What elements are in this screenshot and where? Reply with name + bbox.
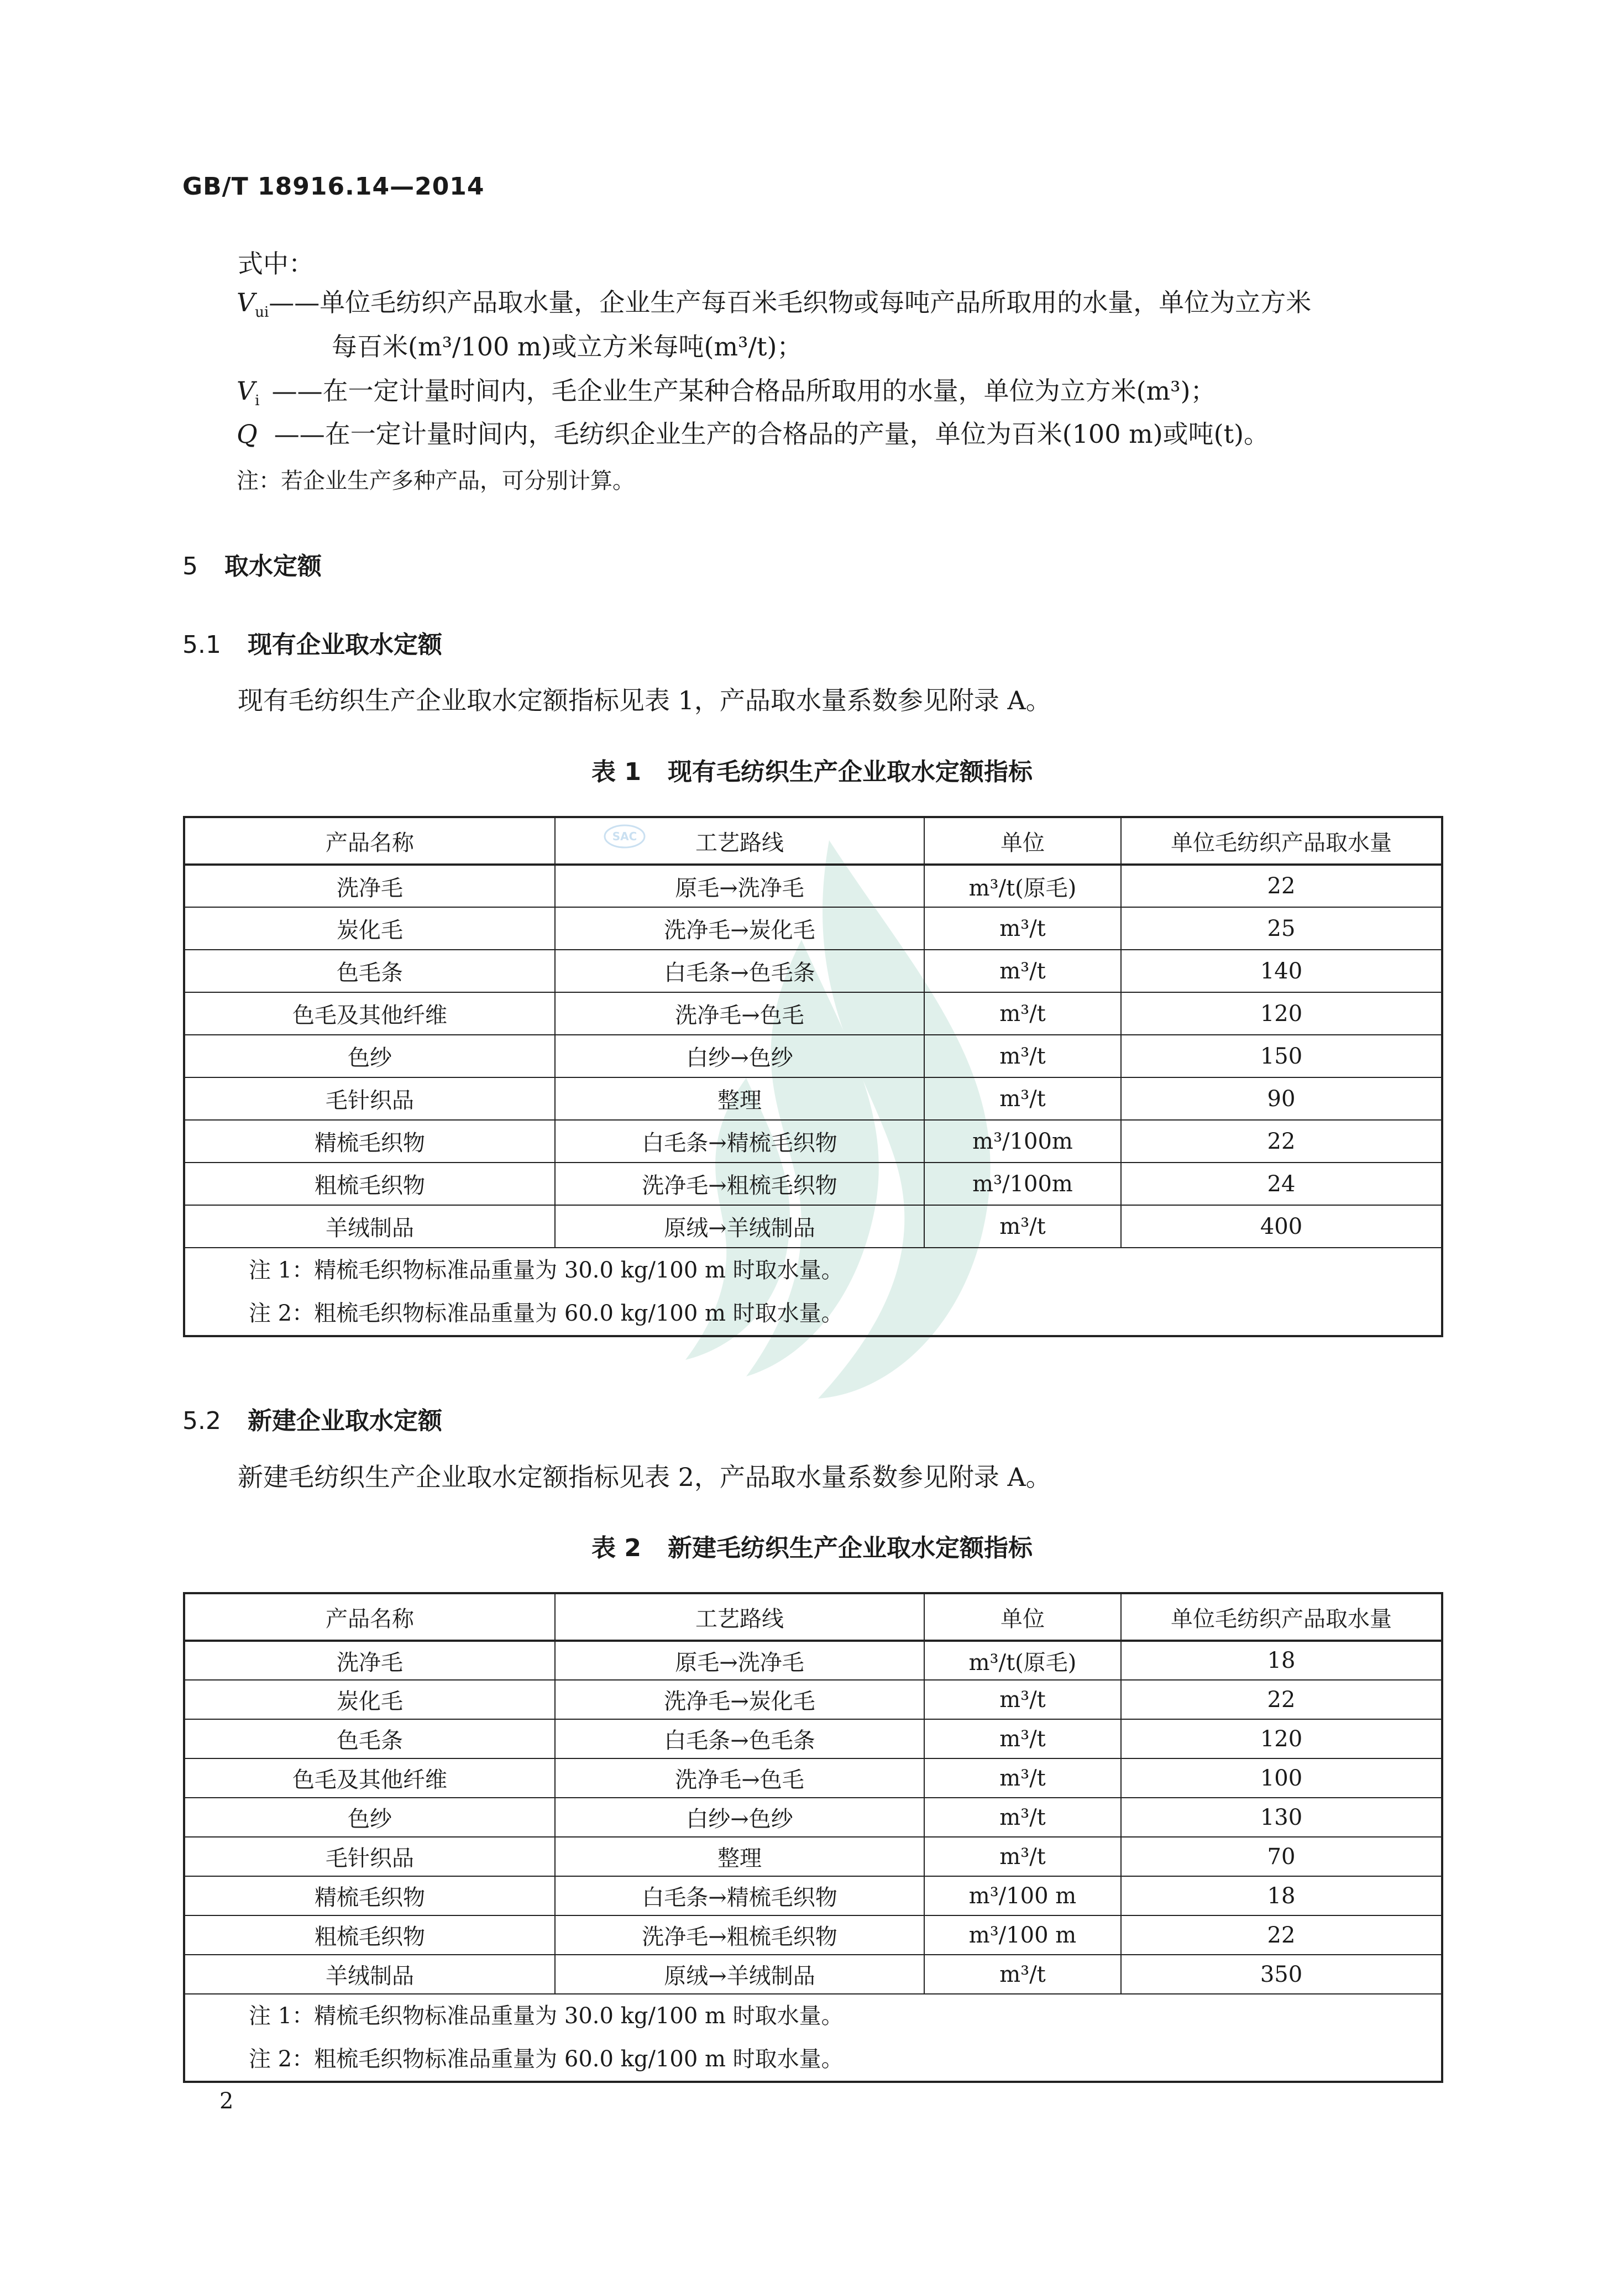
caption-number: 表 1 xyxy=(591,758,641,786)
table-cell: 洗净毛→炭化毛 xyxy=(555,907,924,950)
table-cell: 羊绒制品 xyxy=(184,1955,555,1994)
table-cell: m³/t xyxy=(924,1719,1121,1758)
table-cell: 350 xyxy=(1121,1955,1442,1994)
header-cell: 单位毛纺织产品取水量 xyxy=(1121,817,1442,865)
table-cell: 色毛条 xyxy=(184,1719,555,1758)
table-row xyxy=(184,1641,1442,1680)
legend-item-q xyxy=(237,419,1269,449)
table-cell: 原绒→羊绒制品 xyxy=(555,1955,924,1994)
table-cell: 22 xyxy=(1121,865,1442,907)
table-cell: 洗净毛 xyxy=(184,1641,555,1680)
table-cell: m³/100 m xyxy=(924,1915,1121,1955)
table-row xyxy=(184,1837,1442,1876)
table-cell: m³/t xyxy=(924,950,1121,992)
table-cell: 70 xyxy=(1121,1837,1442,1876)
table-cell: 白毛条→精梳毛织物 xyxy=(555,1876,924,1915)
section-number: 5 xyxy=(182,552,198,580)
table-row xyxy=(184,1758,1442,1798)
legend-item-vui xyxy=(237,287,1311,321)
table-cell: 毛针织品 xyxy=(184,1837,555,1876)
section-title: 现有企业取水定额 xyxy=(247,631,442,659)
table-note: 注 1：精梳毛织物标准品重量为 30.0 kg/100 m 时取水量。 xyxy=(249,2003,844,2029)
legend-item-vui-cont: 每百米(m³/100 m)或立方米每吨(m³/t)； xyxy=(332,332,803,362)
table-cell: 粗梳毛织物 xyxy=(184,1163,555,1205)
table-cell: 炭化毛 xyxy=(184,907,555,950)
table-cell: 白毛条→精梳毛织物 xyxy=(555,1120,924,1163)
table-cell: 洗净毛→色毛 xyxy=(555,1758,924,1798)
standard-code: GB/T 18916.14—2014 xyxy=(182,172,485,201)
section-title: 取水定额 xyxy=(224,552,322,580)
legend-desc: ——在一定计量时间内，毛纺织企业生产的合格品的产量，单位为百米(100 m)或吨(t)。 xyxy=(274,419,1270,449)
table-cell: 120 xyxy=(1121,1719,1442,1758)
table-cell: 原绒→羊绒制品 xyxy=(555,1205,924,1248)
page-number: 2 xyxy=(219,2088,234,2114)
table-cell: 白纱→色纱 xyxy=(555,1035,924,1077)
table-cell: 18 xyxy=(1121,1876,1442,1915)
table-cell: 24 xyxy=(1121,1163,1442,1205)
table-cell: m³/t xyxy=(924,1077,1121,1120)
table-cell: 原毛→洗净毛 xyxy=(555,865,924,907)
table-row xyxy=(184,1205,1442,1248)
table-row xyxy=(184,865,1442,907)
header-cell: 单位毛纺织产品取水量 xyxy=(1121,1593,1442,1641)
table-header-row xyxy=(184,1593,1442,1641)
header-cell: 单位 xyxy=(924,817,1121,865)
table-notes-row xyxy=(184,1248,1442,1336)
table-cell: 整理 xyxy=(555,1837,924,1876)
table-cell: 洗净毛→炭化毛 xyxy=(555,1680,924,1719)
table-row xyxy=(184,1035,1442,1077)
table-notes-cell xyxy=(184,1248,1442,1336)
sac-logo-text: SAC xyxy=(612,830,637,843)
table-row xyxy=(184,1077,1442,1120)
table-cell: 白毛条→色毛条 xyxy=(555,1719,924,1758)
table-row xyxy=(184,1876,1442,1915)
table-cell: 洗净毛→粗梳毛织物 xyxy=(555,1163,924,1205)
table-cell: 22 xyxy=(1121,1915,1442,1955)
section-number: 5.2 xyxy=(182,1407,221,1435)
table-1 xyxy=(183,816,1443,1337)
table-cell: 精梳毛织物 xyxy=(184,1120,555,1163)
caption-title: 现有毛纺织生产企业取水定额指标 xyxy=(667,758,1033,786)
legend-note: 注：若企业生产多种产品，可分别计算。 xyxy=(237,468,635,494)
table-2 xyxy=(183,1592,1443,2083)
formula-intro: 式中： xyxy=(238,249,314,279)
table-row xyxy=(184,1955,1442,1994)
section-5-1-heading xyxy=(182,625,442,660)
table-cell: 粗梳毛织物 xyxy=(184,1915,555,1955)
table-cell: m³/t xyxy=(924,1035,1121,1077)
table-notes-cell xyxy=(184,1994,1442,2082)
table-cell: 120 xyxy=(1121,992,1442,1035)
section-5-2-body: 新建毛纺织生产企业取水定额指标见表 2，产品取水量系数参见附录 A。 xyxy=(238,1462,1051,1492)
table-row xyxy=(184,1163,1442,1205)
table-cell: 白纱→色纱 xyxy=(555,1798,924,1837)
table-cell: 140 xyxy=(1121,950,1442,992)
table-cell: m³/100m xyxy=(924,1163,1121,1205)
table-cell: m³/t(原毛) xyxy=(924,865,1121,907)
table-cell: m³/100 m xyxy=(924,1876,1121,1915)
header-cell: 产品名称 xyxy=(184,1593,555,1641)
table-cell: 22 xyxy=(1121,1680,1442,1719)
header-cell: 单位 xyxy=(924,1593,1121,1641)
legend-symbol: V xyxy=(237,376,255,406)
legend-subscript: ui xyxy=(255,304,269,321)
table-row xyxy=(184,1680,1442,1719)
table-cell: m³/t xyxy=(924,1837,1121,1876)
legend-item-vi xyxy=(237,376,1216,410)
table-cell: 18 xyxy=(1121,1641,1442,1680)
table-note: 注 1：精梳毛织物标准品重量为 30.0 kg/100 m 时取水量。 xyxy=(249,1257,844,1283)
table-cell: m³/t(原毛) xyxy=(924,1641,1121,1680)
table-cell: 原毛→洗净毛 xyxy=(555,1641,924,1680)
caption-title: 新建毛纺织生产企业取水定额指标 xyxy=(667,1534,1033,1562)
table-cell: 白毛条→色毛条 xyxy=(555,950,924,992)
table-row xyxy=(184,1915,1442,1955)
table-cell: 22 xyxy=(1121,1120,1442,1163)
table-note: 注 2：粗梳毛织物标准品重量为 60.0 kg/100 m 时取水量。 xyxy=(249,2046,844,2072)
table-cell: m³/t xyxy=(924,907,1121,950)
legend-symbol: V xyxy=(237,287,255,317)
table-note: 注 2：粗梳毛织物标准品重量为 60.0 kg/100 m 时取水量。 xyxy=(249,1300,844,1326)
table-cell: 25 xyxy=(1121,907,1442,950)
legend-symbol: Q xyxy=(237,419,258,449)
table-row xyxy=(184,1719,1442,1758)
table-cell: 色毛条 xyxy=(184,950,555,992)
table-notes-row xyxy=(184,1994,1442,2082)
table-cell: 洗净毛→色毛 xyxy=(555,992,924,1035)
table-cell: 色纱 xyxy=(184,1798,555,1837)
table-cell: 羊绒制品 xyxy=(184,1205,555,1248)
header-cell: 工艺路线 xyxy=(555,817,924,865)
caption-number: 表 2 xyxy=(591,1534,641,1562)
table-row xyxy=(184,1798,1442,1837)
table-cell: 100 xyxy=(1121,1758,1442,1798)
table-cell: m³/t xyxy=(924,1680,1121,1719)
table-row xyxy=(184,992,1442,1035)
table-row xyxy=(184,950,1442,992)
table-1-caption xyxy=(0,752,1624,787)
section-5-2-heading xyxy=(182,1401,442,1436)
header-cell: 产品名称 xyxy=(184,817,555,865)
table-cell: 洗净毛→粗梳毛织物 xyxy=(555,1915,924,1955)
header-cell: 工艺路线 xyxy=(555,1593,924,1641)
table-cell: 150 xyxy=(1121,1035,1442,1077)
table-cell: 色毛及其他纤维 xyxy=(184,1758,555,1798)
table-cell: m³/t xyxy=(924,992,1121,1035)
table-cell: m³/t xyxy=(924,1955,1121,1994)
table-header-row xyxy=(184,817,1442,865)
section-number: 5.1 xyxy=(182,631,221,659)
table-cell: 色毛及其他纤维 xyxy=(184,992,555,1035)
table-cell: m³/t xyxy=(924,1798,1121,1837)
table-cell: 炭化毛 xyxy=(184,1680,555,1719)
legend-desc: ——在一定计量时间内，毛企业生产某种合格品所取用的水量，单位为立方米(m³)； xyxy=(271,376,1216,406)
table-cell: 洗净毛 xyxy=(184,865,555,907)
table-cell: 130 xyxy=(1121,1798,1442,1837)
table-2-caption xyxy=(0,1528,1624,1563)
table-row xyxy=(184,1120,1442,1163)
legend-subscript: i xyxy=(255,392,260,410)
table-cell: m³/100m xyxy=(924,1120,1121,1163)
table-cell: 90 xyxy=(1121,1077,1442,1120)
section-5-1-body: 现有毛纺织生产企业取水定额指标见表 1，产品取水量系数参见附录 A。 xyxy=(238,685,1051,715)
section-title: 新建企业取水定额 xyxy=(247,1407,442,1435)
table-cell: 精梳毛织物 xyxy=(184,1876,555,1915)
table-cell: m³/t xyxy=(924,1758,1121,1798)
table-row xyxy=(184,907,1442,950)
table-cell: 色纱 xyxy=(184,1035,555,1077)
table-cell: m³/t xyxy=(924,1205,1121,1248)
table-cell: 整理 xyxy=(555,1077,924,1120)
section-5-heading xyxy=(182,546,322,582)
legend-desc: ——单位毛纺织产品取水量，企业生产每百米毛织物或每吨产品所取用的水量，单位为立方米 xyxy=(269,287,1312,317)
table-cell: 毛针织品 xyxy=(184,1077,555,1120)
table-cell: 400 xyxy=(1121,1205,1442,1248)
